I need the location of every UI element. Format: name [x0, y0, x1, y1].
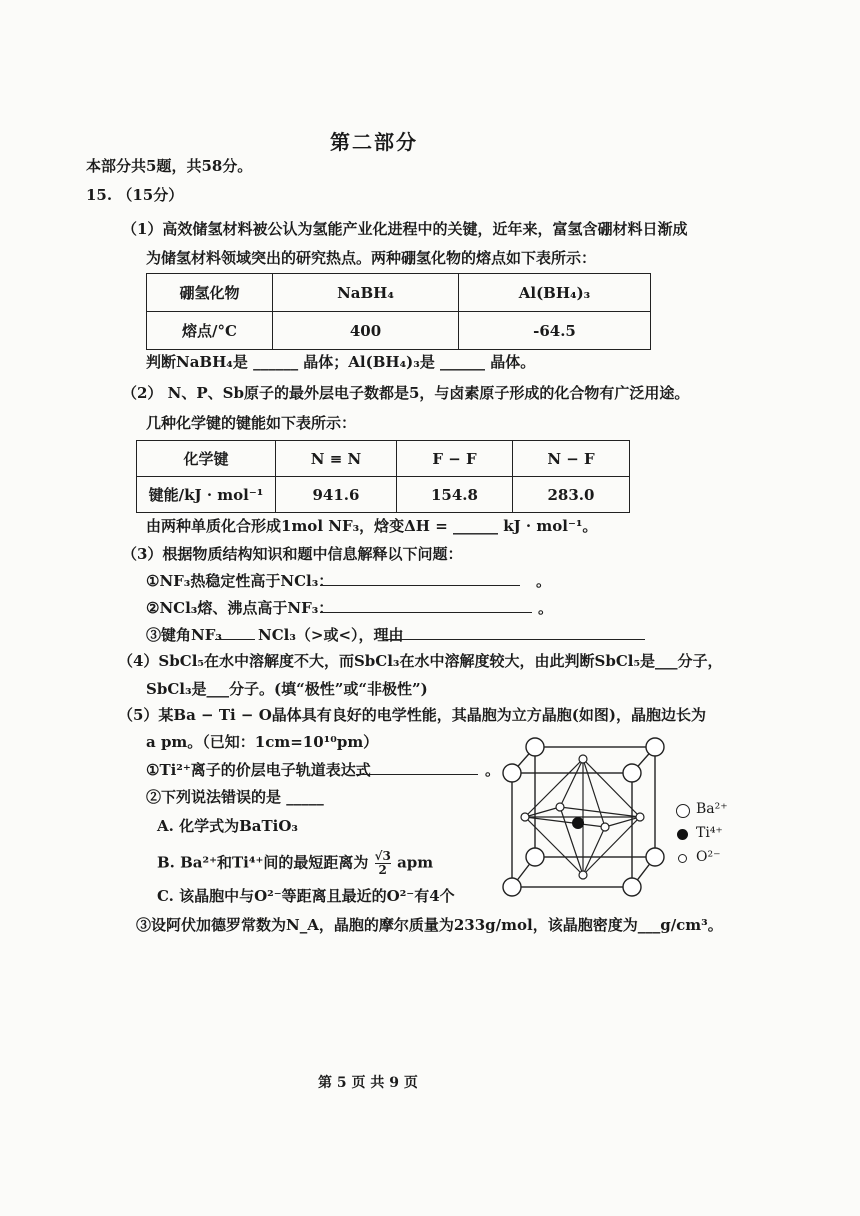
- part5-q1: ①Ti²⁺离子的价层电子轨道表达式: [146, 761, 371, 779]
- answer-line: [320, 612, 532, 613]
- table-cell: 熔点/°C: [147, 312, 273, 350]
- part3-q3-b: NCl₃（>或<），理由: [258, 626, 404, 644]
- table-cell: 400: [273, 312, 459, 350]
- question-header: 15. （15分）: [86, 186, 184, 204]
- fraction-denominator: 2: [378, 863, 387, 877]
- answer-line: [383, 639, 645, 640]
- part5-q3: ③设阿伏加德罗常数为N_A，晶胞的摩尔质量为233g/mol，该晶胞密度为___g/cm³。: [136, 916, 723, 934]
- borohydride-table: [146, 273, 651, 350]
- answer-line: [215, 639, 255, 640]
- bond-energy-table: [136, 440, 630, 513]
- o-legend-icon: [678, 854, 687, 863]
- part5-line1: （5）某Ba − Ti − O晶体具有良好的电学性能，其晶胞为立方晶胞(如图)，晶胞边长为: [118, 706, 706, 724]
- ti-legend-icon: [677, 829, 688, 840]
- table-header-cell: Al(BH₄)₃: [459, 274, 651, 312]
- table-header-cell: F − F: [397, 441, 513, 477]
- table-header-cell: N − F: [513, 441, 630, 477]
- table-cell: 键能/kJ · mol⁻¹: [137, 477, 276, 513]
- part1-judge: 判断NaBH₄是 ______ 晶体；Al(BH₄)₃是 ______ 晶体。: [146, 353, 536, 371]
- part3-intro: （3）根据物质结构知识和题中信息解释以下问题：: [122, 545, 463, 563]
- option-c: C. 该晶胞中与O²⁻等距离且最近的O²⁻有4个: [157, 887, 455, 905]
- part1-line2: 为储氢材料领域突出的研究热点。两种硼氢化物的熔点如下表所示：: [146, 249, 597, 267]
- table-header-cell: NaBH₄: [273, 274, 459, 312]
- legend-label-o: O²⁻: [696, 849, 721, 865]
- unit-cell-diagram: [490, 735, 670, 905]
- legend-label-ti: Ti⁴⁺: [696, 825, 723, 841]
- part3-q2: ②NCl₃熔、沸点高于NF₃：: [146, 599, 334, 617]
- section-title: 第二部分: [330, 130, 418, 154]
- table-header-cell: 化学键: [137, 441, 276, 477]
- section-info: 本部分共5题，共58分。: [86, 157, 253, 175]
- fraction-numerator: √3: [374, 849, 391, 863]
- table-cell: 283.0: [513, 477, 630, 513]
- table-header-cell: 硼氢化物: [147, 274, 273, 312]
- part2-line1: （2） N、P、Sb原子的最外层电子数都是5，与卤素原子形成的化合物有广泛用途。: [122, 384, 690, 402]
- option-a: A. 化学式为BaTiO₃: [157, 817, 298, 835]
- part4-line2: SbCl₃是___分子。(填“极性”或“非极性”): [146, 680, 428, 698]
- answer-line: [356, 774, 478, 775]
- legend-label-ba: Ba²⁺: [696, 801, 728, 817]
- period-mark: 。: [538, 599, 554, 617]
- period-mark: 。: [485, 761, 501, 779]
- sqrt-fraction: [375, 850, 391, 877]
- ti-ion: [572, 817, 584, 829]
- option-b-text: B. Ba²⁺和Ti⁴⁺间的最短距离为: [157, 853, 369, 872]
- table-cell: 154.8: [397, 477, 513, 513]
- answer-line: [320, 585, 520, 586]
- page-footer: 第 5 页 共 9 页: [318, 1075, 418, 1091]
- part5-line2: a pm。（已知：1cm=10¹⁰pm）: [146, 733, 379, 751]
- table-cell: 941.6: [276, 477, 397, 513]
- part4-line1: （4）SbCl₅在水中溶解度不大，而SbCl₃在水中溶解度较大，由此判断SbCl₅是___分子，: [118, 652, 723, 670]
- part2-enthalpy: 由两种单质化合形成1mol NF₃，焓变ΔH = ______ kJ · mol⁻¹。: [146, 517, 598, 535]
- option-b-unit: apm: [397, 853, 434, 872]
- part3-q3-a: ③键角NF₃: [146, 626, 222, 644]
- part1-line1: （1）高效储氢材料被公认为氢能产业化进程中的关键，近年来，富氢含硼材料日渐成: [122, 220, 688, 238]
- table-cell: -64.5: [459, 312, 651, 350]
- part3-q1: ①NF₃热稳定性高于NCl₃：: [146, 572, 334, 590]
- cell-back-face: [535, 747, 655, 857]
- option-b: [157, 850, 433, 877]
- part2-line2: 几种化学键的键能如下表所示：: [146, 414, 357, 432]
- period-mark: 。: [536, 572, 552, 590]
- part5-q2: ②下列说法错误的是 _____: [146, 788, 324, 806]
- ba-legend-icon: [676, 804, 690, 818]
- table-header-cell: N ≡ N: [276, 441, 397, 477]
